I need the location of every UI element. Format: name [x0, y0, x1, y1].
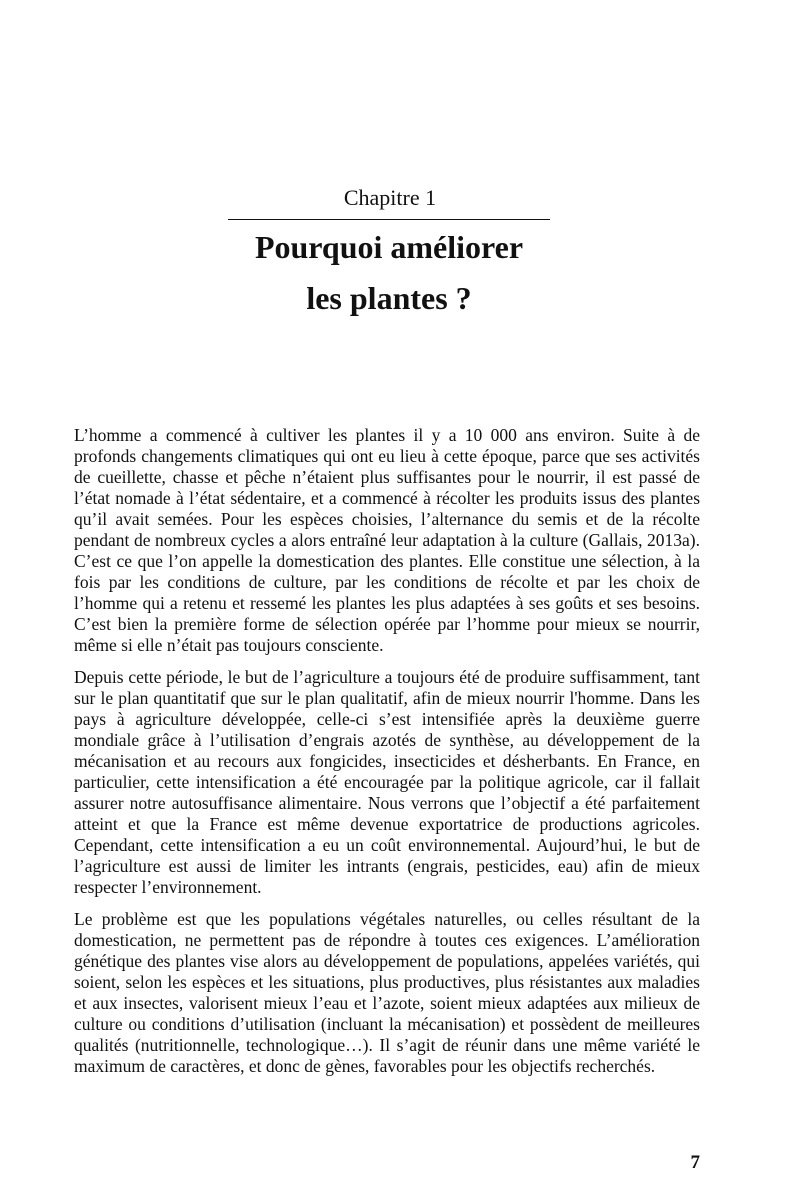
- paragraph-1: L’homme a commencé à cultiver les plantes il y a 10 000 ans environ. Suite à de profonds changements climatiques qui ont eu lieu à cette époque, parce que ses activités de cueillette, chasse et pêche n’étaient plus suffisantes pour le nourrir, il est passé de l’état nomade à l’état sédentaire, et a commencé à récolter les produits issus des plantes qu’il avait semées. Pour les espèces choisies, l’alternance du semis et de la récolte pendant de nombreux cycles a alors entraîné leur adaptation à la culture (Gallais, 2013a). C’est ce que l’on appelle la domestication des plantes. Elle constitue une sélection, à la fois par les conditions de culture, par les conditions de récolte et par les choix de l’homme qui a retenu et ressemé les plantes les plus adaptées à ses goûts et ses besoins. C’est bien la première forme de sélection opérée par l’homme pour mieux se nourrir, même si elle n’était pas toujours consciente.: [74, 425, 700, 655]
- chapter-divider: [228, 219, 550, 220]
- chapter-title: [0, 222, 778, 324]
- paragraph-2: Depuis cette période, le but de l’agriculture a toujours été de produire suffisamment, tant sur le plan quantitatif que sur le plan qualitatif, afin de mieux nourrir l'homme. Dans les pays à agriculture développée, celle-ci s’est intensifiée après la deuxième guerre mondiale grâce à l’utilisation d’engrais azotés de synthèse, au développement de la mécanisation et au recours aux fongicides, insecticides et désherbants. En France, en particulier, cette intensification a été encouragée par la politique agricole, car il fallait assurer notre autosuffisance alimentaire. Nous verrons que l’objectif a été parfaitement atteint et que la France est même devenue exportatrice de productions agricoles. Cependant, cette intensification a eu un coût environnemental. Aujourd’hui, le but de l’agriculture est aussi de limiter les intrants (engrais, pesticides, eau) afin de mieux respecter l’environnement.: [74, 667, 700, 897]
- page-number: 7: [690, 1152, 700, 1173]
- chapter-title-line-1: Pourquoi améliorer: [254, 229, 524, 265]
- body-text: [74, 425, 700, 1088]
- chapter-label: Chapitre 1: [343, 185, 437, 210]
- chapter-title-line-2: les plantes ?: [306, 280, 472, 316]
- paragraph-3: Le problème est que les populations végétales naturelles, ou celles résultant de la domestication, ne permettent pas de répondre à toutes ces exigences. L’amélioration génétique des plantes vise alors au développement de populations, appelées variétés, qui soient, selon les espèces et les situations, plus productives, plus résistantes aux maladies et aux insectes, valorisent mieux l’eau et l’azote, soient mieux adaptées aux milieux de culture ou conditions d’utilisation (incluant la mécanisation) et possèdent de meilleures qualités (nutritionnelle, technologique…). Il s’agit de réunir dans une même variété le maximum de caractères, et donc de gènes, favorables pour les objectifs recherchés.: [74, 909, 700, 1076]
